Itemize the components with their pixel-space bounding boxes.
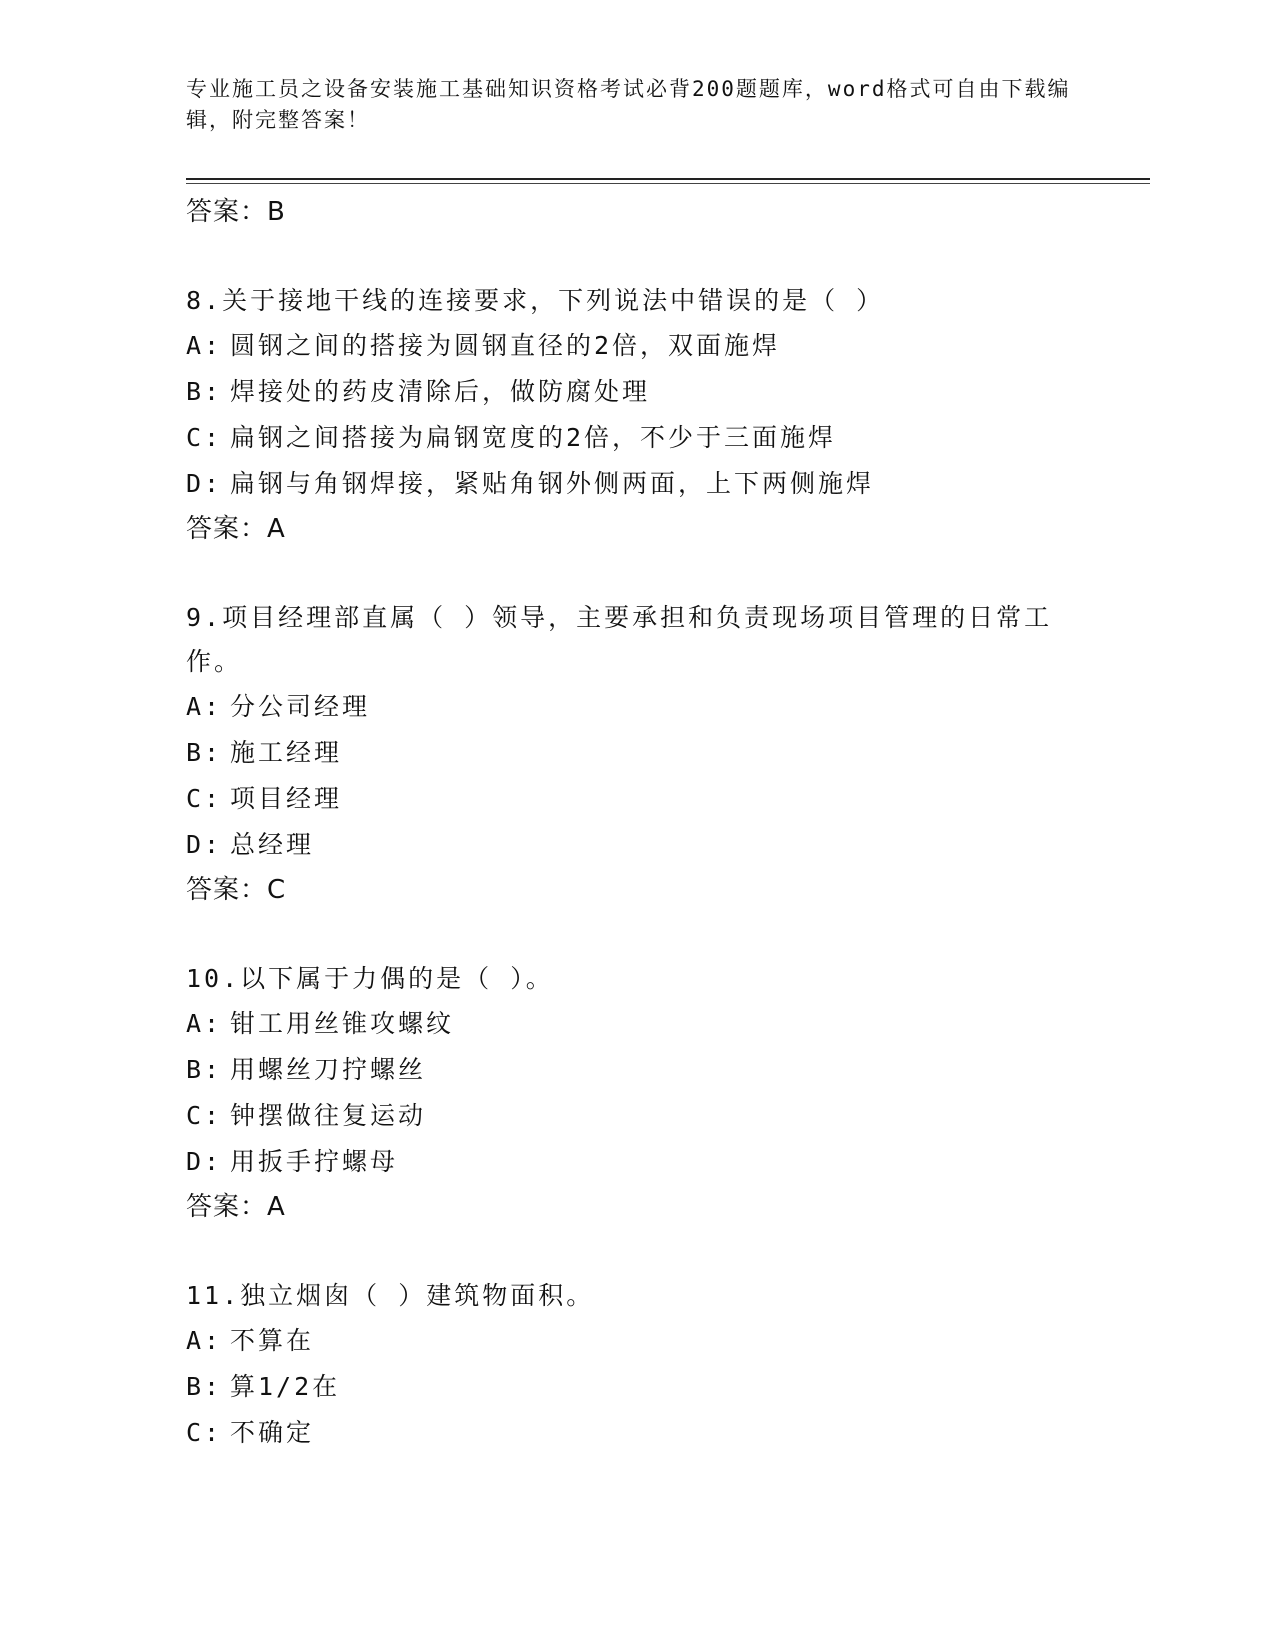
question-stem: 11.独立烟囱（ ）建筑物面积。	[186, 1281, 595, 1310]
option-text: 圆钢之间的搭接为圆钢直径的2倍，双面施焊	[230, 331, 781, 360]
option-c	[186, 776, 1086, 822]
option-text: 焊接处的药皮清除后，做防腐处理	[230, 377, 651, 406]
option-text: 用螺丝刀拧螺丝	[230, 1055, 427, 1084]
option-c	[186, 1410, 1086, 1456]
option-c	[186, 415, 1086, 461]
option-text: 算1/2在	[230, 1372, 341, 1401]
header-rule-thick	[186, 178, 1150, 180]
option-a	[186, 323, 1086, 369]
option-letter: D:	[186, 830, 223, 859]
option-letter: A:	[186, 1326, 223, 1355]
option-letter: C:	[186, 1418, 223, 1447]
option-letter: C:	[186, 423, 223, 452]
option-text: 钳工用丝锥攻螺纹	[230, 1009, 455, 1038]
answer-line: 答案：B	[186, 197, 286, 227]
option-letter: B:	[186, 1372, 223, 1401]
option-b	[186, 369, 1086, 415]
option-letter: C:	[186, 1101, 223, 1130]
option-text: 钟摆做往复运动	[230, 1101, 427, 1130]
question-9	[186, 596, 1086, 913]
question-11	[186, 1274, 1086, 1456]
answer-line: 答案：A	[186, 1192, 286, 1222]
question-10	[186, 957, 1086, 1230]
header-rule-thin	[186, 183, 1150, 184]
answer-line: 答案：A	[186, 514, 286, 544]
option-text: 项目经理	[230, 784, 343, 813]
option-letter: A:	[186, 692, 223, 721]
option-letter: C:	[186, 784, 223, 813]
option-a	[186, 1318, 1086, 1364]
option-letter: D:	[186, 469, 223, 498]
option-letter: D:	[186, 1147, 223, 1176]
option-b	[186, 1364, 1086, 1410]
option-letter: B:	[186, 1055, 223, 1084]
option-d	[186, 461, 1086, 507]
option-b	[186, 1047, 1086, 1093]
option-text: 施工经理	[230, 738, 343, 767]
option-text: 扁钢之间搭接为扁钢宽度的2倍，不少于三面施焊	[230, 423, 837, 452]
option-d	[186, 1139, 1086, 1185]
option-text: 不确定	[230, 1418, 315, 1447]
document-body	[186, 190, 1086, 1456]
question-stem: 10.以下属于力偶的是（ ）。	[186, 964, 554, 993]
option-c	[186, 1093, 1086, 1139]
option-a	[186, 1001, 1086, 1047]
option-b	[186, 730, 1086, 776]
option-text: 不算在	[230, 1326, 315, 1355]
option-text: 分公司经理	[230, 692, 371, 721]
option-letter: A:	[186, 1009, 223, 1038]
question-stem: 9.项目经理部直属（ ）领导，主要承担和负责现场项目管理的日常工作。	[186, 603, 1053, 676]
option-letter: B:	[186, 377, 223, 406]
option-letter: A:	[186, 331, 223, 360]
question-8	[186, 279, 1086, 552]
option-d	[186, 822, 1086, 868]
answer-line: 答案：C	[186, 875, 287, 905]
question-stem: 8.关于接地干线的连接要求，下列说法中错误的是（ ）	[186, 286, 885, 315]
document-header: 专业施工员之设备安装施工基础知识资格考试必背200题题库，word格式可自由下载编辑，附完整答案！	[186, 77, 1071, 132]
option-text: 用扳手拧螺母	[230, 1147, 399, 1176]
option-text: 扁钢与角钢焊接，紧贴角钢外侧两面，上下两侧施焊	[230, 469, 875, 498]
option-a	[186, 684, 1086, 730]
option-letter: B:	[186, 738, 223, 767]
option-text: 总经理	[230, 830, 315, 859]
